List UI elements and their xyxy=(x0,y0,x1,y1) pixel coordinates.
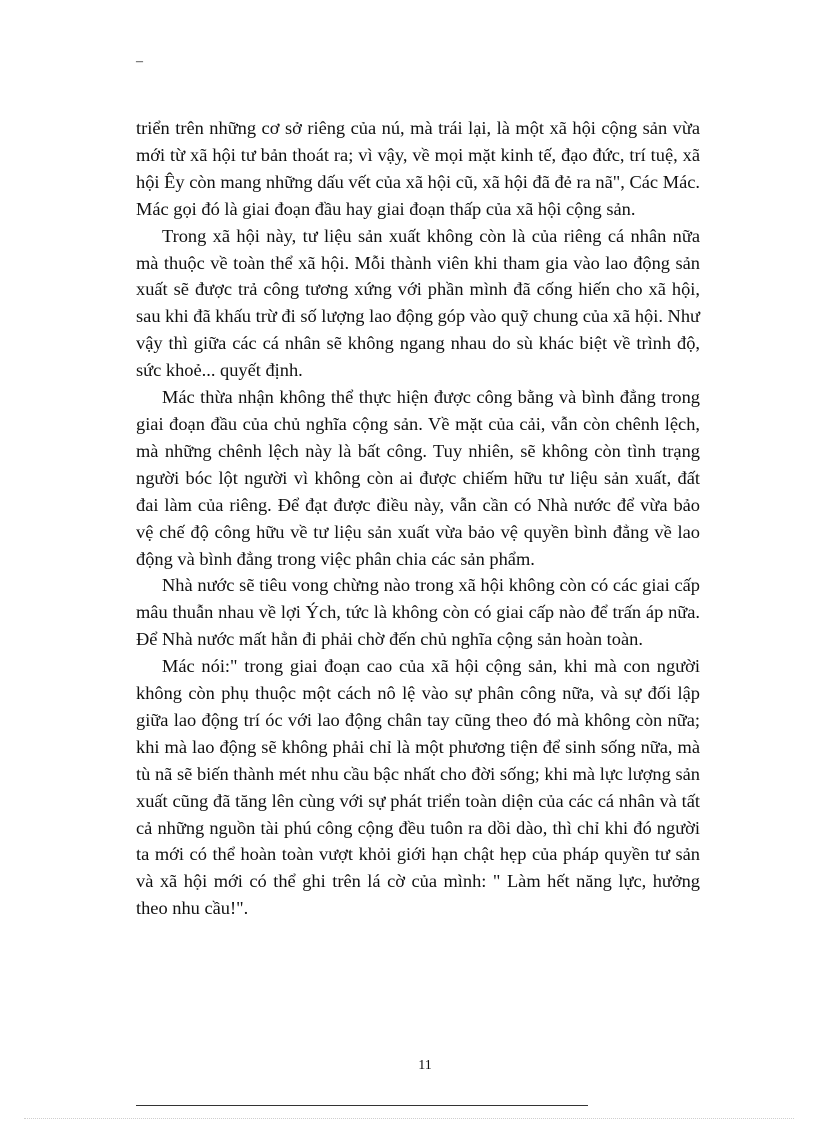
page-number: 11 xyxy=(418,1058,432,1073)
paragraph-continuation: triển trên những cơ sở riêng của nú, mà trái lại, là một xã hội cộng sản vừa mới từ xã hội tư bản thoát ra; vì vậy, về mọi mặt kinh tế, đạo đức, trí tuệ, xã hội Êy còn mang những dấu vết của xã hội cũ, xã hội đã đẻ ra nã", Các Mác. Mác gọi đó là giai đoạn đầu hay giai đoạn thấp của xã hội cộng sản. xyxy=(136,118,700,219)
paragraph-equality: Mác thừa nhận không thể thực hiện được công bằng và bình đẳng trong giai đoạn đầu của chủ nghĩa cộng sản. Về mặt của cải, vẫn còn chênh lệch, mà những chênh lệch này là bất công. Tuy nhiên, sẽ không còn tình trạng người bóc lột người vì không còn ai được chiếm hữu tư liệu sản xuất, đất đai làm của riêng. Để đạt được điều này, vẫn cần có Nhà nước để vừa bảo vệ chế độ công hữu về tư liệu sản xuất vừa bảo vệ quyền bình đẳng về lao động và bình đẳng trong việc phân chia các sản phẩm. xyxy=(136,387,700,569)
paragraph-state-withering: Nhà nước sẽ tiêu vong chừng nào trong xã hội không còn có các giai cấp mâu thuẫn nhau về lợi Ých, tức là không còn có giai cấp nào để trấn áp nữa. Để Nhà nước mất hẳn đi phải chờ đến chủ nghĩa cộng sản hoàn toàn. xyxy=(136,575,700,650)
header-mark: – xyxy=(136,54,143,69)
paragraph-means-of-production: Trong xã hội này, tư liệu sản xuất không còn là của riêng cá nhân nữa mà thuộc về toàn thể xã hội. Mỗi thành viên khi tham gia vào lao động sản xuất sẽ được trả công tương xứng với phần mình đã cống hiến cho xã hội, sau khi đã khấu trừ đi số lượng lao động góp vào quỹ chung của xã hội. Như vậy thì giữa các cá nhân sẽ không ngang nhau do sù khác biệt về trình độ, sức khoẻ... quyết định. xyxy=(136,225,700,381)
footer-rule xyxy=(136,1105,588,1106)
body-text xyxy=(136,115,700,922)
page-edge-rule xyxy=(24,1118,794,1119)
paragraph-marx-quote: Mác nói:" trong giai đoạn cao của xã hội cộng sản, khi mà con người không còn phụ thuộc một cách nô lệ vào sự phân công nữa, và sự đối lập giữa lao động trí óc với lao động chân tay cũng theo đó mà không còn nữa; khi mà lao động sẽ không phải chỉ là một phương tiện để sinh sống nữa, mà tù nã sẽ biến thành mét nhu cầu bậc nhất cho đời sống; khi mà lực lượng sản xuất cũng đã tăng lên cùng với sự phát triển toàn diện của các cá nhân và tất cả những nguồn tài phú công cộng đều tuôn ra dồi dào, thì chỉ khi đó người ta mới có thể hoàn toàn vượt khỏi giới hạn chật hẹp của pháp quyền tư sản và xã hội mới có thể ghi trên lá cờ của mình: " Làm hết năng lực, hưởng theo nhu cầu!". xyxy=(136,656,700,919)
